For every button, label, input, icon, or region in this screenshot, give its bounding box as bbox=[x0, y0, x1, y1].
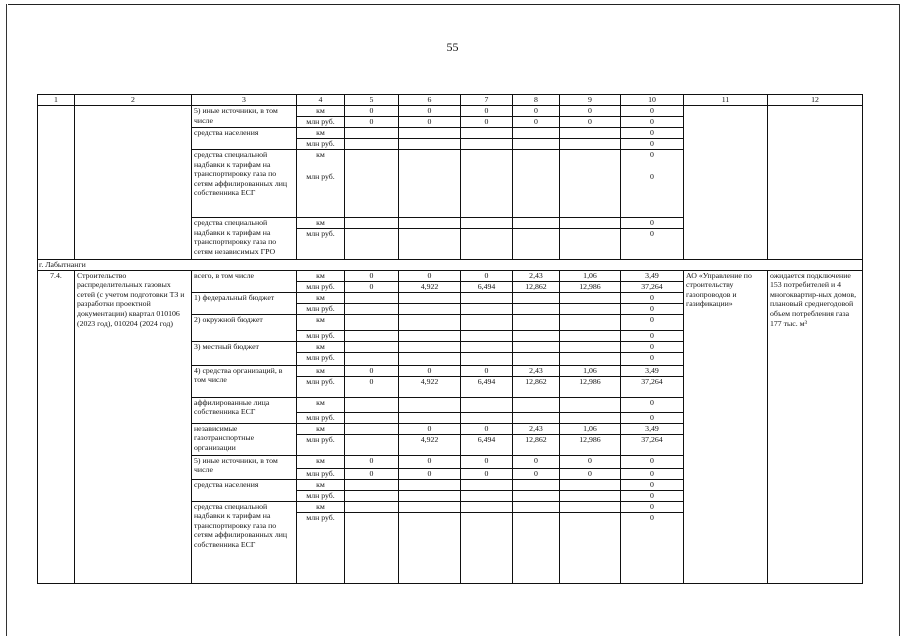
city-name: г. Лабытнанги bbox=[38, 260, 863, 271]
table-row: средства населения км 0 bbox=[38, 479, 863, 490]
source-label: средства населения bbox=[192, 128, 297, 150]
table-row: 1) федеральный бюджет км 0 bbox=[38, 292, 863, 303]
table-row: млн руб. 0 4,922 6,494 12,862 12,986 37,264 bbox=[38, 376, 863, 387]
table-row: млн руб. 0 bbox=[38, 303, 863, 314]
source-label: 4) средства организаций, в том числе bbox=[192, 365, 297, 397]
table-row: млн руб. 0 bbox=[38, 229, 863, 240]
col-header: 10 bbox=[621, 95, 684, 106]
page-frame-right bbox=[899, 4, 900, 636]
cont-result-cell bbox=[768, 106, 863, 260]
col-header: 1 bbox=[38, 95, 75, 106]
table-row: 7.4. Строительство распределительных газовых сетей (с учетом подготовки ТЗ и разработки проектной документации) квартал 010106 (2023 год), 010204 (2024 год) всего, в том числе км 0 0 0 2,43 1,06 3,49 АО «Управление по строительству газопроводов и газификации» ожидается подключение 153 потребителей и 4 многоквартир-ных домов, плановый среднегодовой объем потребления газа 177 тыс. м³ bbox=[38, 270, 863, 281]
col-header: 11 bbox=[684, 95, 768, 106]
item-result: ожидается подключение 153 потребителей и 4 многоквартир-ных домов, плановый среднегодовой объем потребления газа 177 тыс. м³ bbox=[768, 270, 863, 583]
table-row: 5) иные источники, в том числе км 0 0 0 0 0 0 bbox=[38, 106, 863, 117]
page-frame-top bbox=[8, 4, 900, 5]
table-row: млн руб. 0 bbox=[38, 352, 863, 365]
col-header: 12 bbox=[768, 95, 863, 106]
table-row: млн руб. 0 0 0 0 0 0 bbox=[38, 117, 863, 128]
cont-no-cell bbox=[38, 106, 75, 260]
table-row: млн руб. 0 bbox=[38, 412, 863, 423]
source-label: 5) иные источники, в том числе bbox=[192, 455, 297, 479]
table-row: средства специальной надбавки к тарифам на транспортировку газа по сетям независимых ГРО км 0 bbox=[38, 218, 863, 229]
page-number: 55 bbox=[446, 40, 459, 54]
table-row: млн руб. 0 4,922 6,494 12,862 12,986 37,264 bbox=[38, 281, 863, 292]
table-row: средства специальной надбавки к тарифам на транспортировку газа по сетям аффилированных лиц собственника ЕСГ км 0 bbox=[38, 150, 863, 173]
source-label: средства населения bbox=[192, 479, 297, 501]
source-label: всего, в том числе bbox=[192, 270, 297, 292]
source-label: 1) федеральный бюджет bbox=[192, 292, 297, 314]
table-row: млн руб. 4,922 6,494 12,862 12,986 37,264 bbox=[38, 434, 863, 445]
item-name: Строительство распределительных газовых сетей (с учетом подготовки ТЗ и разработки проектной документации) квартал 010106 (2023 год), 010204 (2024 год) bbox=[75, 270, 192, 583]
source-label: аффилированные лица собственника ЕСГ bbox=[192, 397, 297, 423]
column-numbers-row bbox=[38, 95, 863, 106]
table-row: млн руб. 0 bbox=[38, 330, 863, 341]
table-row: млн руб. 0 0 0 0 0 0 bbox=[38, 468, 863, 479]
col-header: 2 bbox=[75, 95, 192, 106]
investment-program-table bbox=[37, 94, 863, 584]
col-header: 3 bbox=[192, 95, 297, 106]
col-header: 8 bbox=[513, 95, 560, 106]
col-header: 7 bbox=[461, 95, 513, 106]
source-label: 3) местный бюджет bbox=[192, 341, 297, 365]
table-row: 3) местный бюджет км 0 bbox=[38, 341, 863, 352]
col-header: 4 bbox=[297, 95, 345, 106]
source-label: средства специальной надбавки к тарифам на транспортировку газа по сетям аффилированных лиц собственника ЕСГ bbox=[192, 501, 297, 583]
page-frame-left bbox=[6, 4, 7, 636]
table-row: средства специальной надбавки к тарифам на транспортировку газа по сетям аффилированных лиц собственника ЕСГ км 0 bbox=[38, 501, 863, 512]
source-label: средства специальной надбавки к тарифам на транспортировку газа по сетям независимых ГРО bbox=[192, 218, 297, 260]
source-label: средства специальной надбавки к тарифам на транспортировку газа по сетям аффилированных лиц собственника ЕСГ bbox=[192, 150, 297, 218]
table-row: 5) иные источники, в том числе км 0 0 0 0 0 0 bbox=[38, 455, 863, 468]
table-row: млн руб. 0 bbox=[38, 512, 863, 523]
table-row: млн руб. 0 bbox=[38, 139, 863, 150]
col-header: 9 bbox=[560, 95, 621, 106]
table-row: млн руб. 0 bbox=[38, 172, 863, 217]
table-row: млн руб. 0 bbox=[38, 490, 863, 501]
item-executor: АО «Управление по строительству газопроводов и газификации» bbox=[684, 270, 768, 583]
table-row: аффилированные лица собственника ЕСГ км 0 bbox=[38, 397, 863, 412]
table-row: средства населения км 0 bbox=[38, 128, 863, 139]
item-number: 7.4. bbox=[38, 270, 75, 583]
source-label: 2) окружной бюджет bbox=[192, 314, 297, 341]
city-row bbox=[38, 260, 863, 271]
source-label: независимые газотранспортные организации bbox=[192, 423, 297, 455]
source-label: 5) иные источники, в том числе bbox=[192, 106, 297, 128]
col-header: 6 bbox=[399, 95, 461, 106]
cont-name-cell bbox=[75, 106, 192, 260]
cont-executor-cell bbox=[684, 106, 768, 260]
table-row: 2) окружной бюджет км 0 bbox=[38, 314, 863, 330]
col-header: 5 bbox=[345, 95, 399, 106]
table-row: независимые газотранспортные организации км 0 0 2,43 1,06 3,49 bbox=[38, 423, 863, 434]
table-row: 4) средства организаций, в том числе км 0 0 0 2,43 1,06 3,49 bbox=[38, 365, 863, 376]
